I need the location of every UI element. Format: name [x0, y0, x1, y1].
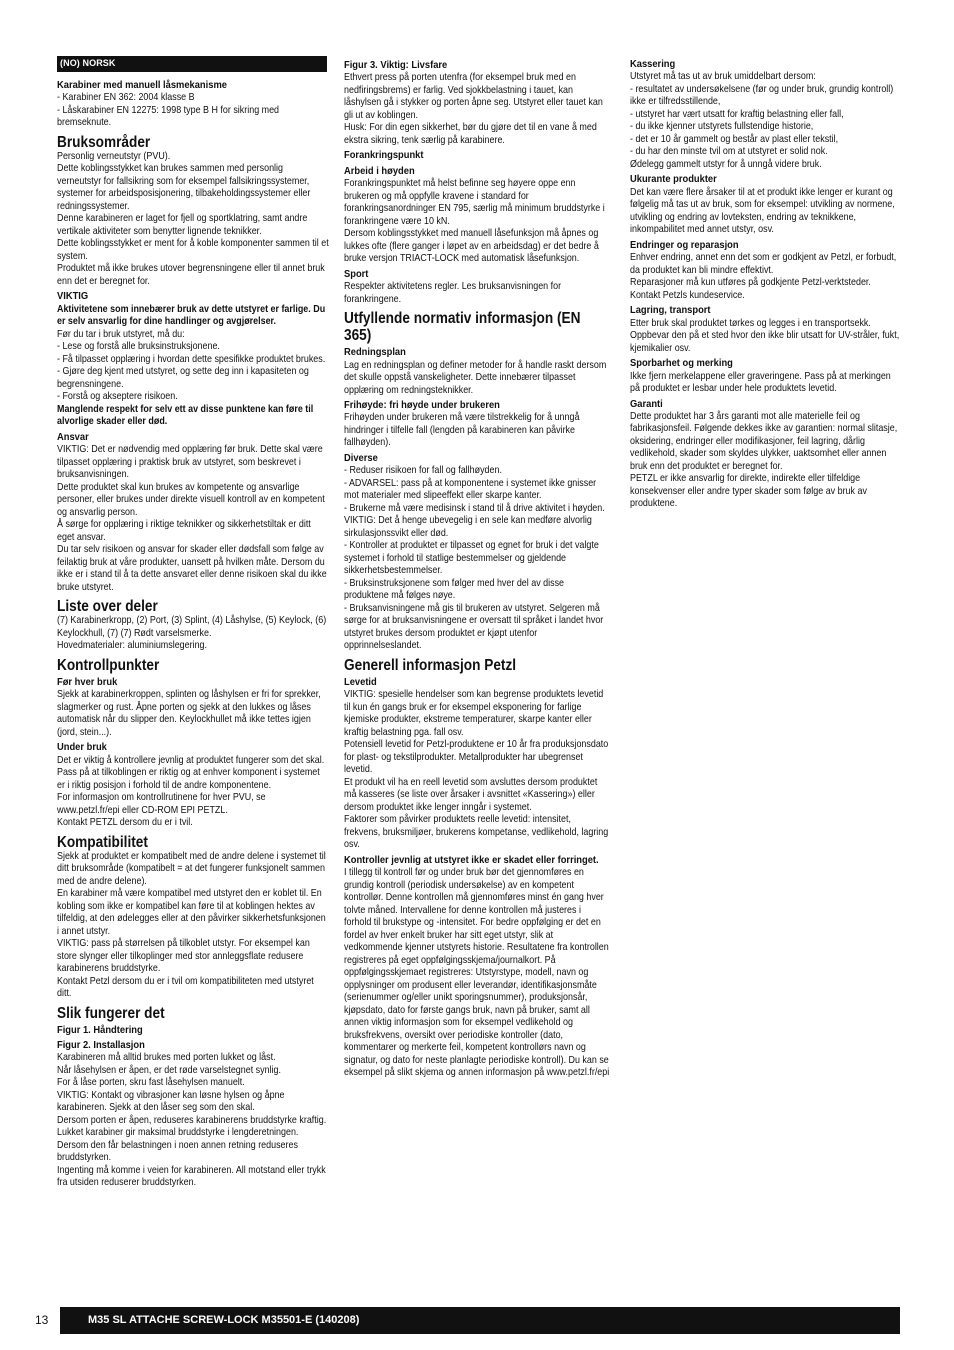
- subheading: Kontroller jevnlig at utstyret ikke er skadet eller forringet.: [344, 854, 599, 866]
- body-text: Etter bruk skal produktet tørkes og legges i en transportsekk. Oppbevar den på et sted hvor den ikke blir utsatt for UV-stråler, fukt, kjemikalier osv.: [630, 317, 900, 354]
- body-text: Forankringspunktet må helst befinne seg høyere oppe enn brukeren og må oppfylle kravene i standard for forankringsanordninger EN 795, særlig må minimum bruddstyrke i forankringene være 10 kN. Dersom koblingsstykket med manuell låsefunksjon må åpnes og lukkes ofte (flere ganger i løpet av en arbeidsdag) er det bedre å bruke versjon TRIACT-LOCK med automatisk låsefunksjon.: [344, 178, 605, 265]
- subheading: Arbeid i høyden: [344, 165, 415, 177]
- body-text: Lag en redningsplan og definer metoder for å handle raskt dersom det skulle oppstå vanskeligheter. Dette innebærer tilpasset opplæring om redningsteknikker.: [344, 359, 607, 396]
- subheading: Kassering: [630, 59, 676, 70]
- section-heading: Kontrollpunkter: [57, 656, 160, 674]
- body-text: Ikke fjern merkelappene eller graveringene. Pass på at merkingen på produktet er lesbar under hele produktets levetid.: [630, 370, 891, 395]
- section-heading: Kompatibilitet: [57, 833, 148, 851]
- section-heading: Generell informasjon Petzl: [344, 656, 517, 674]
- body-text: Før du tar i bruk utstyret, må du: - Lese og forstå alle bruksinstruksjonene. - Få tilpasset opplæring i hvordan dette spesifikke produktet brukes. - Gjøre deg kjent med utstyret, og sette deg inn i kapasiteten og begrensningene. - Forstå og akseptere risikoen.: [57, 328, 326, 403]
- section-heading: Liste over deler: [57, 598, 158, 616]
- body-text: VIKTIG: spesielle hendelser som kan begrense produktets levetid til kun én gangs bruk er for eksempel eksponering for farlige kjemiske produkter, ekstreme temperaturer, skarpe kanter eller kraftig belastning pga. fall osv. Potensiell levetid for Petzl-produktene er 10 år fra produksjonsdato for plast- og tekstilprodukter. Metallprodukter har ubegrenset levetid. Et produkt vil ha en reell levetid som avsluttes dersom produktet må kasseres (se liste over årsaker i avsnittet «Kassering») eller dersom produktet ikke lenger inngår i systemet. Faktorer som påvirker produktets reelle levetid: intensitet, frekvens, bruksmiljøer, brukerens kompetanse, vedlikehold, lagring osv.: [344, 689, 609, 851]
- body-text: Utstyret må tas ut av bruk umiddelbart dersom: - resultatet av undersøkelsene (før og under bruk, grundig kontroll) ikke er tilfredsstillende, - utstyret har vært utsatt for kraftig belastning eller fall, - du ikke kjenner utstyrets fullstendige historie, - det er 10 år gammelt og består av plast eller tekstil, - du har den minste tvil om at utstyret er solid nok. Ødelegg gammelt utstyr for å unngå videre bruk.: [630, 71, 894, 170]
- subheading: Levetid: [344, 676, 377, 688]
- body-text: Enhver endring, annet enn det som er godkjent av Petzl, er forbudt, da produktet kan bli mindre effektivt. Reparasjoner må kun utføres på godkjente Petzl-verktsteder. Kontakt Petzls kundeservice.: [630, 252, 897, 301]
- body-text: Sjekk at produktet er kompatibelt med de andre delene i systemet til ditt bruksområde (kompatibelt = at det fungerer funksjonelt sammen med de andre delene). En karabiner må være kompatibel med utstyret den er koblet til. En kobling som ikke er kompatibel kan føre til at koblingen hektes av tilfeldig, at den ødelegges eller at den påvirker sikkerhetsfunksjonen i annet utstyr. VIKTIG: pass på størrelsen på tilkoblet utstyr. For eksempel kan store slynger eller tilkoplinger med stor annleggsflate redusere karabinerens bruddstyrke. Kontakt Petzl dersom du er i tvil om kompatibiliteten med utstyret ditt.: [57, 850, 326, 1000]
- subheading: Frihøyde: fri høyde under brukeren: [344, 400, 500, 412]
- subheading: Før hver bruk: [57, 676, 118, 688]
- subheading: Figur 1. Håndtering: [57, 1024, 143, 1036]
- subheading: Figur 2. Installasjon: [57, 1039, 145, 1051]
- body-text: I tillegg til kontroll før og under bruk bør det gjennomføres en grundig kontroll (periodisk undersøkelse) av en kompetent kontrollør. Denne kontrollen må gjennomføres minst én gang hver tolvte måned. Intervallene for denne kontrollen må justeres i forhold til brukstype og -intensitet. For bedre oppfølging er det en fordel av hver enkelt bruker har sitt eget utstyr, slik at vedkommende kjenner utstyrets historie. Resultatene fra kontrollen registreres på eget oppfølgingsskjema/journalkort. På oppfølgingsskjemaet registreres: Utstyrstype, modell, navn og opplysninger om produsent eller leverandør, identifikasjonsmåte (serienummer og/eller unikt sporingsnummer), produksjonsår, kjøpsdato, dato for første gangs bruk, navn på bruker, samt all annen viktig informasjon som for eksempel vedlikehold og bruksfrekvens, oversikt over periodiske kontroller (dato, kommentarer og merkerte feil, kompetent kontrollørs navn og signatur, og dato for neste planlagte periodiske kontroll). Du kan se eksempel på slikt skjema og annen informasjon på www.petzl.fr/epi: [344, 867, 610, 1079]
- text-column-3: [630, 56, 898, 511]
- subheading: Sporbarhet og merking: [630, 358, 733, 370]
- body-text: - Karabiner EN 362: 2004 klasse B - Låskarabiner EN 12275: 1998 type B H for sikring med bremseknute.: [57, 92, 280, 129]
- footer-title: M35 SL ATTACHE SCREW-LOCK M35501-E (140208): [60, 1307, 900, 1334]
- subheading: Garanti: [630, 398, 663, 410]
- body-text: Frihøyden under brukeren må være tilstrekkelig for å unngå hindringer i tilfelle fall (lengden på karabineren kan påvirke fallhøyden).: [344, 412, 580, 449]
- section-heading: Bruksområder: [57, 133, 151, 151]
- text-column-1: [57, 56, 327, 1190]
- body-text: Respekter aktivitetens regler. Les bruksanvisningen for forankringene.: [344, 281, 562, 305]
- subheading: Figur 3. Viktig: Livsfare: [344, 60, 448, 71]
- subheading: Forankringspunkt: [344, 150, 424, 162]
- section-heading: Utfyllende normativ informasjon (EN 365): [344, 310, 581, 345]
- body-text-bold: Manglende respekt for selv ett av disse punktene kan føre til alvorlige skader eller død.: [57, 403, 314, 428]
- section-heading: Slik fungerer det: [57, 1004, 165, 1022]
- subheading: Ukurante produkter: [630, 174, 717, 186]
- body-text: Det kan være flere årsaker til at et produkt ikke lenger er kurant og følgelig må tas ut av bruk, som for eksempel: utvikling av normene, utvikling og endring av lovteksten, endring av teknikkene, inkompabilitet med annet utstyr, osv.: [630, 186, 895, 236]
- subheading: Diverse: [344, 452, 378, 464]
- text-column-2: [344, 57, 608, 1080]
- subheading: Lagring, transport: [630, 305, 711, 317]
- subheading: VIKTIG: [57, 291, 89, 303]
- body-text: Sjekk at karabinerkroppen, splinten og låshylsen er fri for sprekker, slagmerker og rust. Åpne porten og sjekk at den lukkes og låses automatisk når du slipper den. Keylockhullet må ikke tettes igjen (jord, stein...).: [57, 689, 321, 738]
- body-text-bold: Aktivitetene som innebærer bruk av dette utstyret er farlige. Du er selv ansvarlig for dine handlinger og avgjørelser.: [57, 303, 326, 328]
- body-text: Det er viktig å kontrollere jevnlig at produktet fungerer som det skal. Pass på at tilkoblingen er riktig og at enhver komponent i systemet er i riktig posisjon i forhold til de andre komponentene. For informasjon om kontrollrutinene for hver PVU, se www.petzl.fr/epi eller CD-ROM EPI PETZL. Kontakt PETZL dersom du er i tvil.: [57, 754, 325, 829]
- subheading: Endringer og reparasjon: [630, 239, 739, 251]
- subheading: Under bruk: [57, 742, 107, 754]
- subheading: Redningsplan: [344, 347, 406, 359]
- body-text: - Reduser risikoen for fall og fallhøyden. - ADVARSEL: pass på at komponentene i systemet ikke gnisser mot materialer med slipeeffekt eller skarpe kanter. - Brukerne må være medisinsk i stand til å drive aktivitet i høyden. VIKTIG: Det å henge ubevegelig i en sele kan medføre alvorlig sirkulasjonssvikt eller død. - Kontroller at produktet er tilpasset og egnet for bruk i det valgte systemet i forhold til statlige bestemmelser og gjeldende sikkerhetsbestemmelser. - Bruksinstruksjonene som følger med hver del av disse produktene må følges nøye. - Bruksanvisningene må gis til brukeren av utstyret. Selgeren må sørge for at bruksanvisningene er oversatt til språket i landet hvor utstyret brukes dersom produktet er kjøpt utenfor opprinnelseslandet.: [344, 465, 605, 652]
- body-text: Ethvert press på porten utenfra (for eksempel bruk med en nedfiringsbrems) er farlig. Ved sjokkbelastning i tauet, kan låshylsen gå i stykker og porten åpne seg. Utstyret eller tauet kan gli ut av koblingen. Husk: For din egen sikkerhet, bør du gjøre det til en vane å med ekstra sikring, tenk særlig på karabinere.: [344, 72, 603, 146]
- body-text: Dette produktet har 3 års garanti mot alle materielle feil og fabrikasjonsfeil. Følgende dekkes ikke av garantien: normal slitasje, oksidering, endringer eller modifikasjoner, feil lagring, dårlig vedlikehold, skader som skyldes ulykker, uaktsomhet eller annen bruk enn det produktet er beregnet for. PETZL er ikke ansvarlig for direkte, indirekte eller tilfeldige konsekvenser eller andre typer skader som følge av bruk av produktene.: [630, 410, 898, 510]
- body-text: Personlig verneutstyr (PVU). Dette koblingsstykket kan brukes sammen med personlig verneutstyr for fallsikring som for eksempel fallsikringssystemer, systemer for arbeidsposisjonering, tilbakeholdingssystemer eller redningssystemer. Denne karabineren er laget for fjell og sportklatring, samt andre vertikale aktiviteter som benytter lignende teknikker. Dette koblingsstykket er ment for å koble komponenter sammen til et system. Produktet må ikke brukes utover begrensningene eller til annet bruk enn det er beregnet for.: [57, 150, 329, 287]
- body-text: Karabineren må alltid brukes med porten lukket og låst. Når låsehylsen er åpen, er det røde varselstegnet synlig. For å låse porten, skru fast låsehylsen manuelt. VIKTIG: Kontakt og vibrasjoner kan løsne hylsen og åpne karabineren. Sjekk at den låser seg som den skal. Dersom porten er åpen, reduseres karabinerens bruddstyrke kraftig. Lukket karabiner gir maksimal bruddstyrke i lengderetningen. Dersom den får belastningen i noen annen retning reduseres bruddstyrken. Ingenting må komme i veien for karabineren. All motstand eller trykk fra utsiden reduserer bruddstyrken.: [57, 1052, 327, 1189]
- body-text: VIKTIG: Det er nødvendig med opplæring før bruk. Dette skal være tilpasset opplæring i praktisk bruk av utstyret, som beskrevet i bruksanvisningen. Dette produktet skal kun brukes av kompetente og ansvarlige personer, eller brukes under direkte visuell kontroll av en kompetent og ansvarlig person. Å sørge for opplæring i riktige teknikker og sikkerhetstiltak er ditt eget ansvar. Du tar selv risikoen og ansvar for skader eller dødsfall som følge av feilaktig bruk at våre produkter, uansett på hvilken måte. Dersom du ikke er i stand til å ta dette ansvaret eller denne risikoen skal du ikke bruke utstyret.: [57, 444, 327, 593]
- body-text: (7) Karabinerkropp, (2) Port, (3) Splint, (4) Låshylse, (5) Keylock, (6) Keylockhull, (7) (7) Rødt varselsmerke. Hovedmaterialer: aluminiumslegering.: [57, 615, 327, 652]
- page-number: 13: [35, 1313, 49, 1327]
- subheading: Ansvar: [57, 431, 89, 443]
- subheading: Karabiner med manuell låsmekanisme: [57, 80, 227, 91]
- language-label: (NO) NORSK: [57, 56, 327, 72]
- subheading: Sport: [344, 268, 369, 280]
